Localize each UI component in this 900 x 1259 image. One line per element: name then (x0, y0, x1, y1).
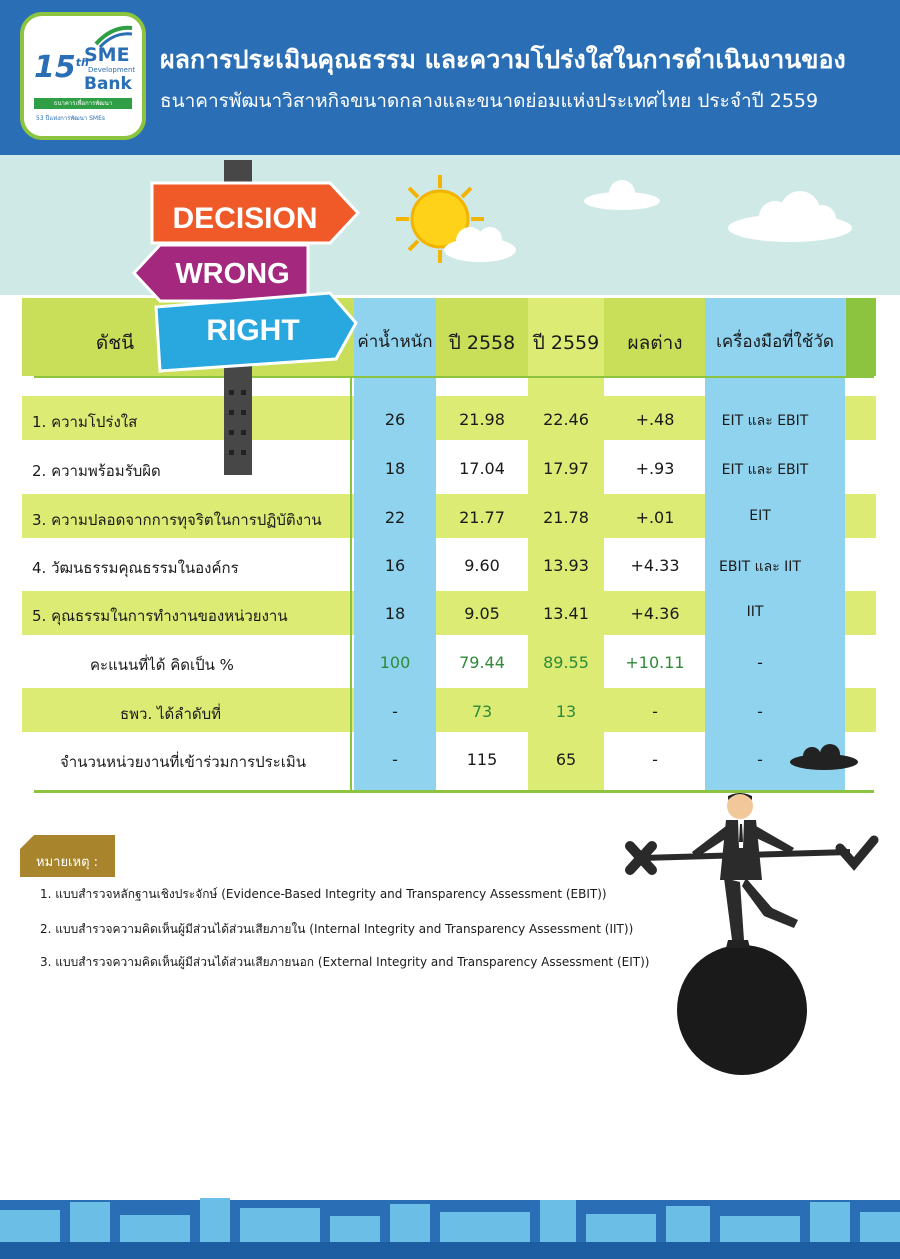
row-y2558: 21.77 (459, 508, 505, 527)
row-y2558: 73 (471, 702, 493, 721)
col-header-diff: ผลต่าง (627, 332, 683, 354)
row-y2559: 13 (555, 702, 577, 721)
row-index-label: 2. ความพร้อมรับผิด (32, 462, 161, 480)
col-header-weight: ค่าน้ำหนัก (357, 332, 433, 352)
page-title: ผลการประเมินคุณธรรม และความโปร่งใสในการดำเนินงานของ (160, 45, 846, 74)
tool-column-overlay (705, 396, 845, 790)
row-weight: - (392, 750, 398, 769)
col-header-index: ดัชนี (95, 332, 135, 354)
cloud-icon-2 (584, 180, 660, 210)
col-header-2558: ปี 2558 (448, 332, 516, 354)
row-diff: +.93 (635, 459, 675, 478)
footer-skyline (0, 1190, 900, 1259)
row-y2559: 65 (555, 750, 577, 769)
row-y2559: 89.55 (543, 653, 589, 672)
row-y2558: 21.98 (459, 410, 505, 429)
row-index-label: 3. ความปลอดจากการทุจริตในการปฏิบัติงาน (32, 511, 322, 529)
row-tool: - (757, 750, 763, 769)
note-item: 3. แบบสำรวจความคิดเห็นผู้มีส่วนได้ส่วนเสียภายนอก (External Integrity and Transparency Assessment (EIT)) (40, 955, 650, 969)
sme-bank-logo (20, 12, 146, 140)
row-diff: +.48 (635, 410, 675, 429)
row-index-label: 1. ความโปร่งใส (32, 413, 138, 431)
row-diff: +4.33 (630, 556, 680, 575)
row-diff: +4.36 (630, 604, 680, 623)
note-item: 2. แบบสำรวจความคิดเห็นผู้มีส่วนได้ส่วนเสียภายใน (Internal Integrity and Transparency Assessment (IIT)) (40, 922, 634, 936)
row-y2558: 9.05 (464, 604, 500, 623)
row-tool: - (757, 702, 763, 721)
cloud-icon-3 (728, 191, 852, 242)
row-weight: 16 (384, 556, 406, 575)
balancing-businessman-illustration (622, 790, 882, 1080)
ball-icon (677, 945, 807, 1075)
row-y2559: 13.93 (543, 556, 589, 575)
table-divider-top (34, 376, 874, 378)
row-weight: - (392, 702, 398, 721)
check-icon (840, 840, 874, 864)
row-diff: - (652, 750, 658, 769)
page-subtitle: ธนาคารพัฒนาวิสาหกิจขนาดกลางและขนาดย่อมแห่งประเทศไทย ประจำปี 2559 (160, 90, 819, 112)
wrong-sign-label: WRONG (175, 258, 290, 290)
decision-sign-label: DECISION (172, 202, 318, 235)
row-weight: 18 (384, 604, 406, 623)
row-diff: - (652, 702, 658, 721)
row-tool: - (757, 653, 763, 672)
table-divider-vertical (350, 378, 352, 790)
logo-tagline: 53 ปีแห่งการพัฒนา SMEs (36, 115, 105, 122)
logo-anniversary: 15th (34, 50, 89, 85)
header-banner (0, 0, 900, 155)
participants-label: จำนวนหน่วยงานที่เข้าร่วมการประเมิน (60, 753, 307, 771)
row-weight: 100 (379, 653, 411, 672)
row-tool: EIT และ EBIT (721, 462, 809, 478)
logo-bank: Bank (84, 74, 132, 94)
row-weight: 22 (384, 508, 406, 527)
row-tool: EIT และ EBIT (721, 413, 809, 429)
dark-cloud-icon (788, 742, 860, 774)
rank-label: ธพว. ได้ลำดับที่ (120, 705, 222, 723)
weight-column-overlay (354, 396, 436, 790)
row-y2558: 17.04 (459, 459, 505, 478)
row-tool: EIT (749, 508, 771, 524)
row-tool: IIT (746, 604, 764, 620)
row-y2558: 9.60 (464, 556, 500, 575)
row-weight: 18 (384, 459, 406, 478)
row-index-label: 4. วัฒนธรรมคุณธรรมในองค์กร (32, 559, 239, 577)
row-y2558: 115 (466, 750, 498, 769)
logo-development: Development (88, 66, 136, 74)
row-index-label: 5. คุณธรรมในการทำงานของหน่วยงาน (32, 607, 288, 625)
row-y2559: 22.46 (543, 410, 589, 429)
table-header-accent-right (846, 298, 876, 376)
row-tool: EBIT และ IIT (719, 559, 801, 575)
row-weight: 26 (384, 410, 406, 429)
note-item: 1. แบบสำรวจหลักฐานเชิงประจักษ์ (Evidence-Based Integrity and Transparency Assessment (EBIT)) (40, 887, 607, 901)
score-percent-label: คะแนนที่ได้ คิดเป็น % (90, 656, 234, 674)
row-y2559: 13.41 (543, 604, 589, 623)
note-tag-fold (20, 835, 34, 849)
row-diff: +.01 (635, 508, 675, 527)
col-header-2559: ปี 2559 (532, 332, 600, 354)
row-y2559: 17.97 (543, 459, 589, 478)
logo-band: ธนาคารเพื่อการพัฒนา (34, 98, 132, 109)
row-diff: +10.11 (625, 653, 685, 672)
logo-sme: SME (84, 44, 130, 66)
col-header-tool: เครื่องมือที่ใช้วัด (716, 332, 834, 352)
note-title: หมายเหตุ : (36, 855, 99, 870)
right-sign-label: RIGHT (206, 314, 300, 347)
row-y2559: 21.78 (543, 508, 589, 527)
row-y2558: 79.44 (459, 653, 505, 672)
